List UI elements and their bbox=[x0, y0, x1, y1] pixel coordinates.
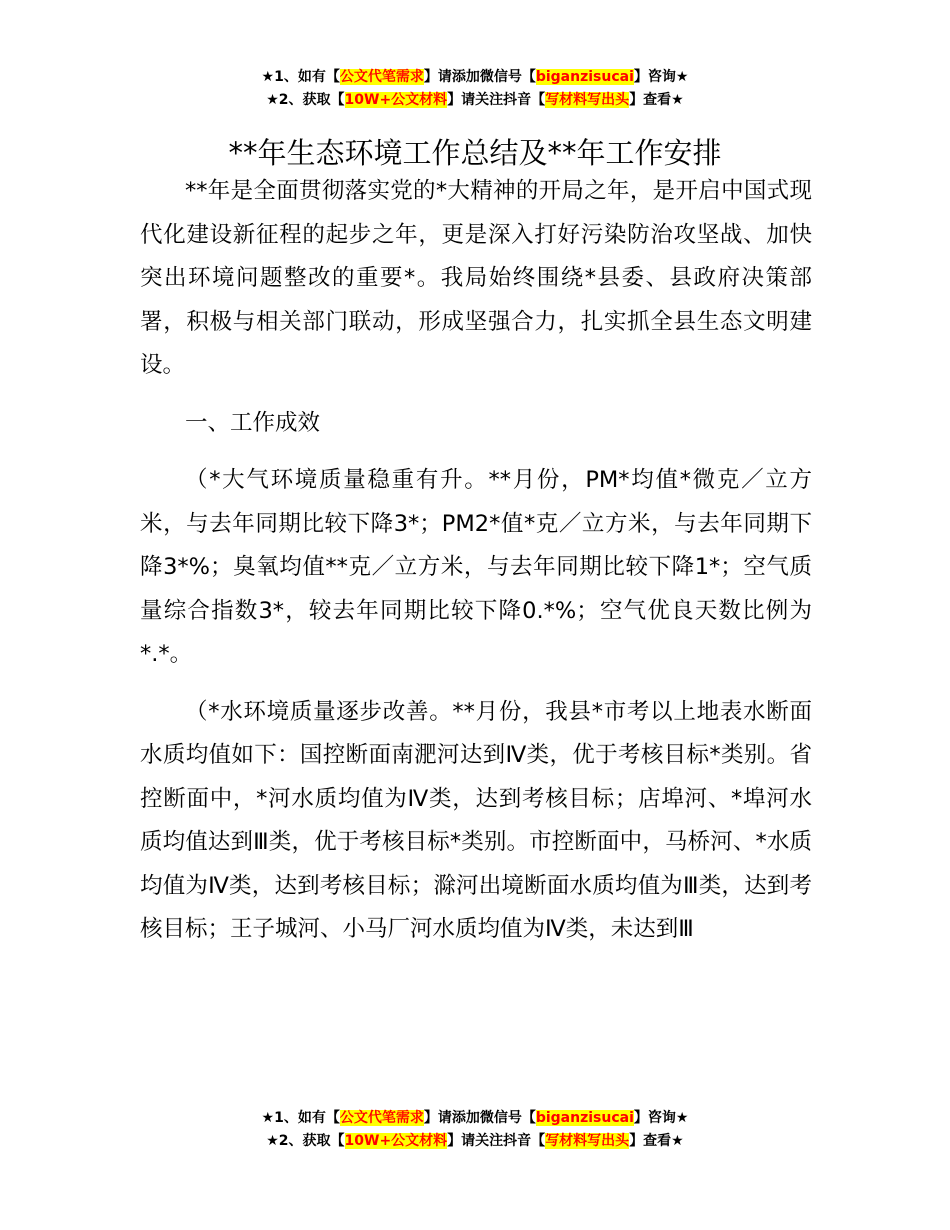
document-body bbox=[140, 170, 812, 952]
header-highlight-materials: 10W+公文材料 bbox=[344, 92, 448, 108]
footer-banner-line-2: ★2、获取【10W+公文材料】请关注抖音【写材料写出头】查看★ bbox=[266, 1133, 684, 1149]
header-highlight-douyin: 写材料写出头 bbox=[545, 92, 630, 108]
footer-banner bbox=[0, 1107, 950, 1153]
header-banner bbox=[0, 66, 950, 112]
paragraph-intro: **年是全面贯彻落实党的*大精神的开局之年，是开启中国式现代化建设新征程的起步之年，更是深入打好污染防治攻坚战、加快突出环境问题整改的重要*。我局始终围绕*县委、县政府决策部署，积极与相关部门联动，形成坚强合力，扎实抓全县生态文明建设。 bbox=[140, 178, 812, 378]
header-highlight-wechat-id: biganzisucai bbox=[535, 69, 634, 85]
paragraph-water-quality: （*水环境质量逐步改善。**月份，我县*市考以上地表水断面水质均值如下：国控断面南淝河达到Ⅳ类，优于考核目标*类别。省控断面中，*河水质均值为Ⅳ类，达到考核目标；店埠河、*埠河水质均值达到Ⅲ类，优于考核目标*类别。市控断面中，马桥河、*水质均值为Ⅳ类，达到考核目标；滁河出境断面水质均值为Ⅲ类，达到考核目标；王子城河、小马厂河水质均值为Ⅳ类，未达到Ⅲ bbox=[140, 698, 812, 942]
paragraph-air-quality: （*大气环境质量稳重有升。**月份，PM*均值*微克／立方米，与去年同期比较下降3*；PM2*值*克／立方米，与去年同期下降3*%；臭氧均值**克／立方米，与去年同期比较下降1*；空气质量综合指数3*，较去年同期比较下降0.*%；空气优良天数比例为*.*。 bbox=[140, 467, 812, 667]
footer-highlight-ghostwriting: 公文代笔需求 bbox=[339, 1110, 424, 1126]
section-heading-achievements: 一、工作成效 bbox=[185, 409, 321, 436]
footer-highlight-materials: 10W+公文材料 bbox=[344, 1133, 448, 1149]
footer-banner-line-1: ★1、如有【公文代笔需求】请添加微信号【biganzisucai】咨询★ bbox=[261, 1110, 689, 1126]
header-banner-line-2: ★2、获取【10W+公文材料】请关注抖音【写材料写出头】查看★ bbox=[266, 92, 684, 108]
footer-highlight-wechat-id: biganzisucai bbox=[535, 1110, 634, 1126]
document-title: **年生态环境工作总结及**年工作安排 bbox=[228, 136, 722, 171]
footer-highlight-douyin: 写材料写出头 bbox=[545, 1133, 630, 1149]
header-banner-line-1: ★1、如有【公文代笔需求】请添加微信号【biganzisucai】咨询★ bbox=[261, 69, 689, 85]
header-highlight-ghostwriting: 公文代笔需求 bbox=[339, 69, 424, 85]
